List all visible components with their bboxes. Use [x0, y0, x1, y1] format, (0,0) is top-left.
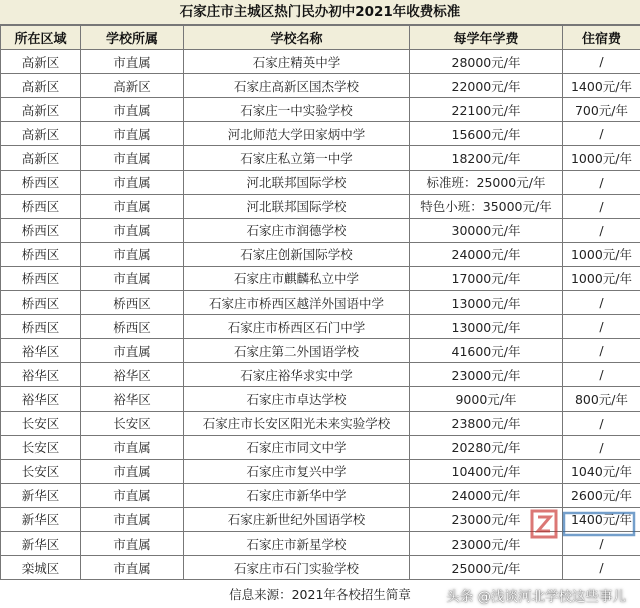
cell-tuition: 9000元/年	[410, 387, 563, 411]
table-row	[1, 483, 640, 507]
header-row	[1, 26, 640, 50]
table-row	[1, 170, 640, 194]
cell-district: 桥西区	[1, 218, 81, 242]
cell-boarding-fee: 1000元/年	[563, 146, 640, 170]
cell-school-name: 石家庄裕华求实中学	[184, 363, 410, 387]
cell-affiliation: 市直属	[81, 242, 184, 266]
table-row	[1, 194, 640, 218]
cell-school-name: 石家庄精英中学	[184, 50, 410, 74]
cell-school-name: 石家庄市卓达学校	[184, 387, 410, 411]
cell-district: 长安区	[1, 435, 81, 459]
cell-district: 高新区	[1, 74, 81, 98]
cell-school-name: 石家庄市复兴中学	[184, 459, 410, 483]
cell-district: 栾城区	[1, 556, 81, 580]
table-row	[1, 339, 640, 363]
cell-affiliation: 市直属	[81, 459, 184, 483]
cell-school-name: 石家庄第二外国语学校	[184, 339, 410, 363]
cell-boarding-fee: /	[563, 315, 640, 339]
cell-tuition: 13000元/年	[410, 291, 563, 315]
cell-affiliation: 市直属	[81, 122, 184, 146]
cell-district: 桥西区	[1, 194, 81, 218]
cell-affiliation: 市直属	[81, 194, 184, 218]
cell-school-name: 石家庄创新国际学校	[184, 242, 410, 266]
cell-tuition: 24000元/年	[410, 242, 563, 266]
cell-district: 裕华区	[1, 387, 81, 411]
cell-district: 桥西区	[1, 315, 81, 339]
cell-tuition: 特色小班：35000元/年	[410, 194, 563, 218]
cell-boarding-fee: /	[563, 291, 640, 315]
cell-tuition: 23000元/年	[410, 507, 563, 531]
cell-affiliation: 桥西区	[81, 315, 184, 339]
cell-school-name: 石家庄市桥西区石门中学	[184, 315, 410, 339]
cell-affiliation: 市直属	[81, 435, 184, 459]
cell-school-name: 石家庄市润德学校	[184, 218, 410, 242]
table-row	[1, 315, 640, 339]
cell-school-name: 石家庄市同文中学	[184, 435, 410, 459]
cell-tuition: 13000元/年	[410, 315, 563, 339]
cell-tuition: 30000元/年	[410, 218, 563, 242]
cell-boarding-fee: /	[563, 218, 640, 242]
cell-affiliation: 市直属	[81, 266, 184, 290]
cell-district: 高新区	[1, 122, 81, 146]
cell-tuition: 10400元/年	[410, 459, 563, 483]
cell-boarding-fee: 700元/年	[563, 98, 640, 122]
cell-affiliation: 市直属	[81, 218, 184, 242]
cell-district: 新华区	[1, 507, 81, 531]
cell-district: 桥西区	[1, 291, 81, 315]
header-school-name: 学校名称	[184, 26, 410, 50]
cell-boarding-fee: /	[563, 363, 640, 387]
cell-district: 高新区	[1, 50, 81, 74]
cell-boarding-fee: 1000元/年	[563, 242, 640, 266]
cell-district: 长安区	[1, 411, 81, 435]
cell-tuition: 28000元/年	[410, 50, 563, 74]
table-row	[1, 387, 640, 411]
watermark-text: 头条 @浅谈河北学校这些事儿	[446, 589, 626, 605]
cell-tuition: 24000元/年	[410, 483, 563, 507]
cell-affiliation: 桥西区	[81, 291, 184, 315]
cell-affiliation: 市直属	[81, 556, 184, 580]
header-tuition: 每学年学费	[410, 26, 563, 50]
table-row	[1, 556, 640, 580]
cell-tuition: 22000元/年	[410, 74, 563, 98]
table-row	[1, 122, 640, 146]
cell-boarding-fee: 1400元/年	[563, 74, 640, 98]
table-row	[1, 146, 640, 170]
cell-tuition: 23000元/年	[410, 363, 563, 387]
table-row	[1, 435, 640, 459]
cell-affiliation: 市直属	[81, 146, 184, 170]
cell-tuition: 41600元/年	[410, 339, 563, 363]
cell-district: 高新区	[1, 146, 81, 170]
header-affiliation: 学校所属	[81, 26, 184, 50]
table-row	[1, 218, 640, 242]
header-boarding-fee: 住宿费	[563, 26, 640, 50]
cell-affiliation: 市直属	[81, 531, 184, 555]
table-row	[1, 50, 640, 74]
table-row	[1, 242, 640, 266]
cell-tuition: 25000元/年	[410, 556, 563, 580]
cell-boarding-fee: 1000元/年	[563, 266, 640, 290]
table-row	[1, 363, 640, 387]
cell-boarding-fee: /	[563, 194, 640, 218]
cell-school-name: 河北师范大学田家炳中学	[184, 122, 410, 146]
table-row	[1, 459, 640, 483]
cell-affiliation: 市直属	[81, 339, 184, 363]
cell-district: 新华区	[1, 531, 81, 555]
cell-school-name: 石家庄新世纪外国语学校	[184, 507, 410, 531]
cell-affiliation: 裕华区	[81, 363, 184, 387]
cell-tuition: 15600元/年	[410, 122, 563, 146]
cell-tuition: 20280元/年	[410, 435, 563, 459]
cell-affiliation: 裕华区	[81, 387, 184, 411]
table-row	[1, 98, 640, 122]
cell-school-name: 石家庄市长安区阳光未来实验学校	[184, 411, 410, 435]
cell-district: 桥西区	[1, 170, 81, 194]
cell-affiliation: 高新区	[81, 74, 184, 98]
cell-boarding-fee: 2600元/年	[563, 483, 640, 507]
table-row	[1, 411, 640, 435]
cell-boarding-fee: /	[563, 435, 640, 459]
table-row	[1, 266, 640, 290]
cell-affiliation: 市直属	[81, 98, 184, 122]
cell-district: 高新区	[1, 98, 81, 122]
table-row	[1, 74, 640, 98]
cell-boarding-fee: /	[563, 50, 640, 74]
cell-tuition: 22100元/年	[410, 98, 563, 122]
cell-school-name: 河北联邦国际学校	[184, 170, 410, 194]
cell-affiliation: 市直属	[81, 170, 184, 194]
cell-school-name: 石家庄市麒麟私立中学	[184, 266, 410, 290]
table-row	[1, 291, 640, 315]
cell-school-name: 石家庄市桥西区越洋外国语中学	[184, 291, 410, 315]
fee-table	[0, 25, 640, 580]
cell-district: 桥西区	[1, 266, 81, 290]
cell-boarding-fee: 800元/年	[563, 387, 640, 411]
cell-affiliation: 市直属	[81, 507, 184, 531]
cell-tuition: 17000元/年	[410, 266, 563, 290]
cell-boarding-fee: /	[563, 531, 640, 555]
cell-tuition: 标准班：25000元/年	[410, 170, 563, 194]
cell-tuition: 23000元/年	[410, 531, 563, 555]
cell-tuition: 23800元/年	[410, 411, 563, 435]
cell-district: 裕华区	[1, 363, 81, 387]
cell-affiliation: 长安区	[81, 411, 184, 435]
cell-school-name: 石家庄市石门实验学校	[184, 556, 410, 580]
cell-boarding-fee: /	[563, 122, 640, 146]
table-title: 石家庄市主城区热门民办初中2021年收费标准	[0, 0, 640, 25]
cell-district: 长安区	[1, 459, 81, 483]
cell-tuition: 18200元/年	[410, 146, 563, 170]
header-district: 所在区域	[1, 26, 81, 50]
cell-school-name: 石家庄一中实验学校	[184, 98, 410, 122]
cell-boarding-fee: /	[563, 411, 640, 435]
cell-boarding-fee: /	[563, 556, 640, 580]
cell-school-name: 石家庄市新星学校	[184, 531, 410, 555]
cell-affiliation: 市直属	[81, 483, 184, 507]
cell-boarding-fee: 1040元/年	[563, 459, 640, 483]
cell-affiliation: 市直属	[81, 50, 184, 74]
cell-boarding-fee: /	[563, 170, 640, 194]
source-note: 信息来源：2021年各校招生简章	[229, 587, 411, 602]
cell-school-name: 石家庄市新华中学	[184, 483, 410, 507]
cell-school-name: 河北联邦国际学校	[184, 194, 410, 218]
cell-school-name: 石家庄高新区国杰学校	[184, 74, 410, 98]
cell-boarding-fee: /	[563, 339, 640, 363]
cell-school-name: 石家庄私立第一中学	[184, 146, 410, 170]
cell-district: 裕华区	[1, 339, 81, 363]
site-logo	[530, 505, 640, 545]
cell-boarding-fee: 1400元/年	[563, 507, 640, 531]
cell-district: 新华区	[1, 483, 81, 507]
cell-district: 桥西区	[1, 242, 81, 266]
